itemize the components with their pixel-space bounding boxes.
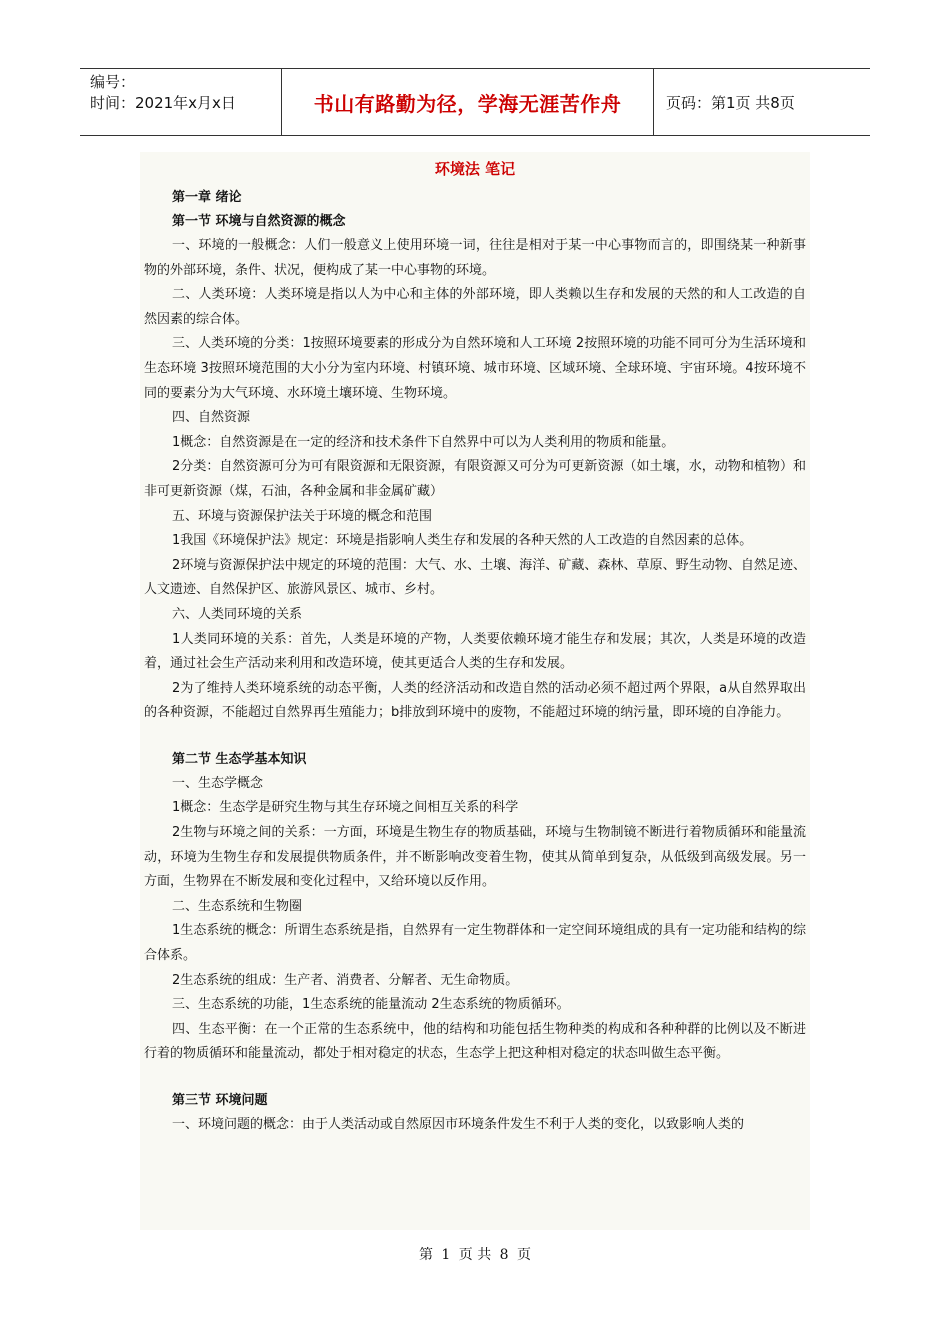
paragraph: 1我国《环境保护法》规定：环境是指影响人类生存和发展的各种天然的人工改造的自然因素的总体。 [172,533,753,549]
footer-page-number: 1 [441,1247,451,1263]
paragraph: 1人类同环境的关系：首先，人类是环境的产物，人类要依赖环境才能生存和发展；其次，人类是环境的改造着，通过社会生产活动来利用和改造环境，使其更适合人类的生存和发展。 [144,631,806,672]
footer-page-total: 8 [499,1247,509,1263]
chapter-heading: 第一章 绪论 [172,190,242,205]
paragraph: 一、环境的一般概念：人们一般意义上使用环境一词，往往是相对于某一中心事物而言的，即围绕某一种新事物的外部环境，条件、状况，便构成了某一中心事物的环境。 [144,238,806,278]
spacer [144,1067,806,1089]
section-heading: 第三节 环境问题 [172,1093,268,1108]
footer-mid: 页 共 [458,1247,492,1263]
header-motto-cell [282,69,654,135]
page-header [80,68,870,136]
paragraph: 五、环境与资源保护法关于环境的概念和范围 [172,508,433,524]
spacer [144,726,806,748]
doc-title: 环境法 笔记 [434,160,516,178]
page-footer [0,1244,950,1264]
doc-time-label: 时间：2021年x月x日 [90,94,236,112]
paragraph: 二、生态系统和生物圈 [172,898,303,914]
paragraph: 1概念：生态学是研究生物与其生存环境之间相互关系的科学 [172,800,519,816]
footer-prefix: 第 [418,1247,433,1263]
header-page-cell [654,69,870,135]
paragraph: 一、环境问题的概念：由于人类活动或自然原因市环境条件发生不利于人类的变化，以致影响人类的 [172,1117,745,1132]
page-info: 页码：第1页 共8页 [666,93,795,112]
header-left-cell [80,69,282,135]
paragraph: 四、生态平衡：在一个正常的生态系统中，他的结构和功能包括生物种类的构成和各种种群的比例以及不断进行着的物质循环和能量流动，都处于相对稳定的状态，生态学上把这种相对稳定的状态叫做生态平衡。 [144,1021,806,1062]
paragraph: 1概念：自然资源是在一定的经济和技术条件下自然界中可以为人类利用的物质和能量。 [172,434,675,450]
paragraph: 四、自然资源 [172,410,251,426]
paragraph: 一、生态学概念 [172,775,264,791]
section-heading: 第一节 环境与自然资源的概念 [172,214,346,229]
paragraph: 2环境与资源保护法中规定的环境的范围：大气、水、土壤、海洋、矿藏、森林、草原、野生动物、自然足迹、人文遗迹、自然保护区、旅游风景区、城市、乡村。 [144,557,806,598]
paragraph: 三、人类环境的分类：1按照环境要素的形成分为自然环境和人工环境 2按照环境的功能不同可分为生活环境和生态环境 3按照环境范围的大小分为室内环境、村镇环境、城市环境、区域环境、全球环境、宇宙环境。4按环境不同的要素分为大气环境、水环境土壤环境、生物环境。 [144,336,806,401]
paragraph: 2生态系统的组成：生产者、消费者、分解者、无生命物质。 [172,972,519,988]
doc-number-label: 编号： [90,73,136,91]
paragraph: 2生物与环境之间的关系：一方面，环境是生物生存的物质基础，环境与生物制镜不断进行着物质循环和能量流动，环境为生物生存和发展提供物质条件，并不断影响改变着生物，使其从简单到复杂，从低级到高级发展。另一方面，生物界在不断发展和变化过程中，又给环境以反作用。 [144,825,806,890]
paragraph: 二、人类环境：人类环境是指以人为中心和主体的外部环境，即人类赖以生存和发展的天然的和人工改造的自然因素的综合体。 [144,287,806,327]
footer-suffix: 页 [517,1247,532,1263]
paragraph: 三、生态系统的功能，1生态系统的能量流动 2生态系统的物质循环。 [172,997,570,1013]
paragraph: 1生态系统的概念：所谓生态系统是指，自然界有一定生物群体和一定空间环境组成的具有一定功能和结构的综合体系。 [144,923,806,964]
document-body [140,152,810,1230]
paragraph: 2为了维持人类环境系统的动态平衡，人类的经济活动和改造自然的活动必须不超过两个界限，a从自然界取出的各种资源，不能超过自然界再生殖能力；b排放到环境中的废物，不能超过环境的纳污量，即环境的自净能力。 [144,680,806,721]
section-heading: 第二节 生态学基本知识 [172,751,307,767]
paragraph: 2分类：自然资源可分为可有限资源和无限资源，有限资源又可分为可更新资源（如土壤，水，动物和植物）和非可更新资源（煤，石油，各种金属和非金属矿藏） [144,459,806,499]
paragraph: 六、人类同环境的关系 [172,606,303,622]
motto-text: 书山有路勤为径，学海无涯苦作舟 [313,91,622,116]
